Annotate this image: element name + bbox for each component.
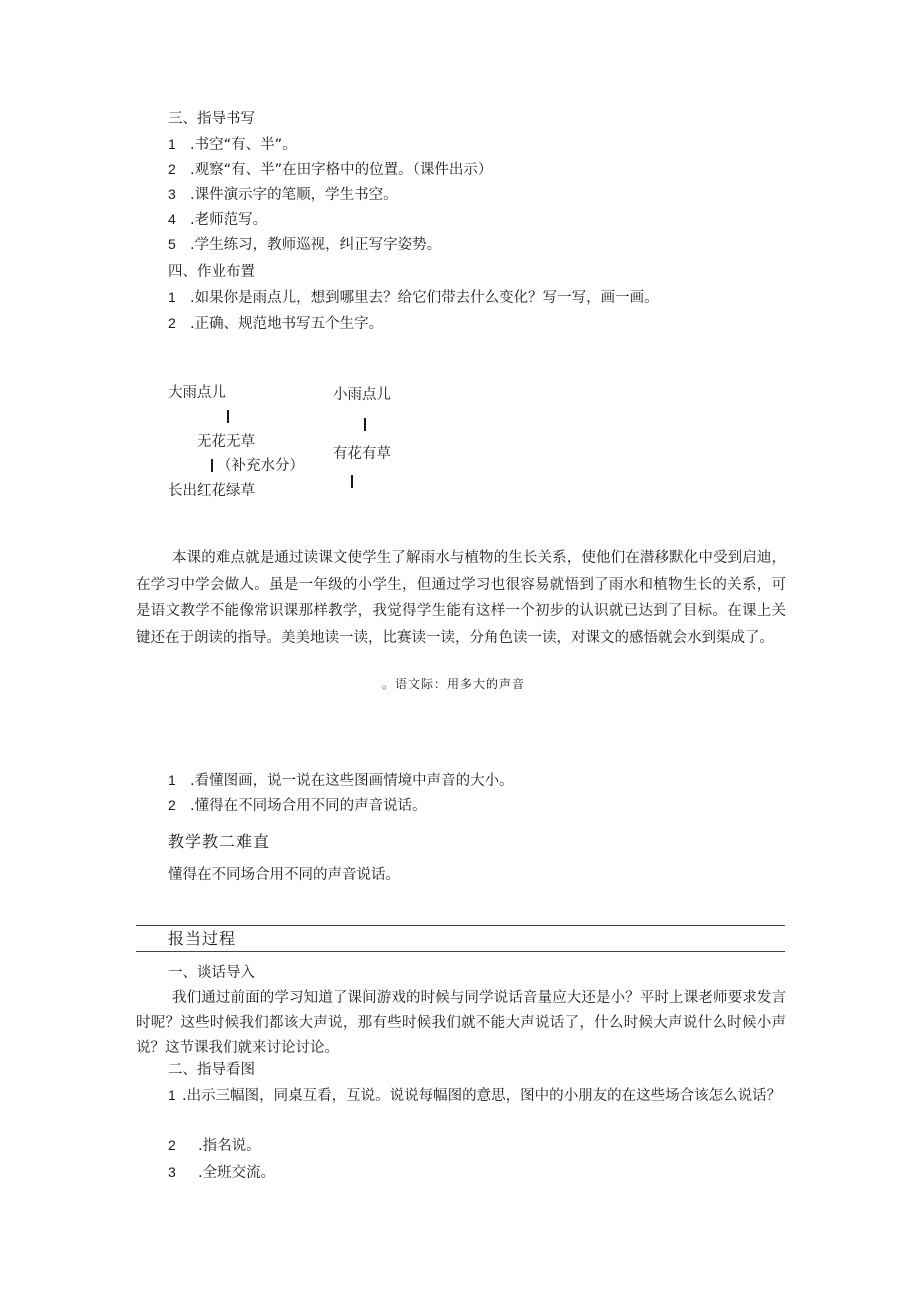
item-text: .课件演示字的笔顺，学生书空。 (190, 187, 398, 203)
item-text: .书空“有、半”。 (190, 137, 297, 153)
section3-title: 三、指导书写 (168, 111, 255, 127)
board-left-mid: 无花无草 (197, 434, 255, 450)
step2-item-3 (168, 1162, 275, 1183)
item-text: .懂得在不同场合用不同的声音说话。 (190, 798, 427, 814)
item-text: .观察“有、半”在田字格中的位置。（课件出示） (190, 162, 493, 178)
section3-item-3 (168, 184, 398, 205)
lesson-subtitle: 。语文际：用多大的声音 (382, 677, 526, 691)
section3-item-4 (168, 209, 267, 230)
item-number: 3 (168, 1164, 176, 1180)
item-number: 1 (168, 772, 176, 788)
key-points-title: 教学教二难直 (168, 832, 271, 851)
section3-item-5 (168, 234, 441, 255)
step1-title: 一、谈话导入 (168, 965, 255, 981)
item-text: .看懂图画，说一说在这些图画情境中声音的大小。 (190, 773, 514, 789)
item-text: .出示三幅图，同桌互看，互说。说说每幅图的意思，图中的小朋友的在这些场合该怎么说话？ (182, 1088, 782, 1104)
item-number: 5 (168, 236, 176, 252)
board-right-mid: 有花有草 (333, 446, 391, 462)
section3-item-2 (168, 159, 492, 180)
board-right-top: 小雨点儿 (333, 387, 391, 403)
item-text: .全班交流。 (198, 1165, 276, 1181)
item-text: .学生练习，教师巡视，纠正写字姿势。 (190, 237, 442, 253)
item-number: 1 (168, 1087, 176, 1103)
board-left-top: 大雨点儿 (168, 385, 226, 401)
step2-item-2 (168, 1135, 261, 1156)
goal-item-1 (168, 770, 514, 791)
goal-item-2 (168, 795, 427, 816)
item-text: .如果你是雨点儿，想到哪里去？给它们带去什么变化？写一写，画一画。 (190, 290, 659, 306)
step2-item-1 (136, 1083, 786, 1109)
item-number: 3 (168, 186, 176, 202)
item-number: 1 (168, 289, 176, 305)
divider-bottom (136, 951, 785, 952)
teaching-reflection: 本课的难点就是通过读课文使学生了解雨水与植物的生长关系，使他们在潜移默化中受到启迪，在学习中学会做人。虽是一年级的小学生，但通过学习也很容易就悟到了雨水和植物生长的关系，可是语文教学不能像常识课那样教学，我觉得学生能有这样一个初步的认识就已达到了目标。在课上关键还在于朗读的指导。美美地读一读，比赛读一读，分角色读一读，对课文的感悟就会水到渠成了。 (136, 550, 786, 646)
item-text: .正确、规范地书写五个生字。 (190, 316, 384, 332)
item-number: 2 (168, 315, 176, 331)
board-left-bottom: 长出红花绿草 (168, 483, 255, 499)
item-text: .老师范写。 (190, 212, 268, 228)
board-connector (227, 410, 229, 423)
section4-item-2 (168, 313, 383, 334)
board-connector (364, 418, 366, 431)
process-title: 报当过程 (168, 929, 237, 948)
item-number: 2 (168, 1137, 176, 1153)
item-number: 2 (168, 161, 176, 177)
item-number: 1 (168, 136, 176, 152)
step1-text: 我们通过前面的学习知道了课间游戏的时候与同学说话音量应大还是小？平时上课老师要求发言时呢？这些时候我们都该大声说，那有些时候我们就不能大声说话了，什么时候大声说什么时候小声说？这节课我们就来讨论讨论。 (136, 990, 786, 1056)
item-number: 4 (168, 211, 176, 227)
board-connector (351, 475, 353, 488)
section4-title: 四、作业布置 (168, 264, 255, 280)
section4-item-1 (168, 287, 659, 308)
divider-top (136, 925, 785, 926)
key-points-text: 懂得在不同场合用不同的声音说话。 (168, 867, 400, 883)
section3-item-1 (168, 134, 297, 155)
board-left-note: （补充水分） (217, 458, 304, 474)
step2-title: 二、指导看图 (168, 1062, 255, 1078)
item-number: 2 (168, 797, 176, 813)
board-connector (211, 459, 213, 472)
item-text: .指名说。 (198, 1138, 261, 1154)
